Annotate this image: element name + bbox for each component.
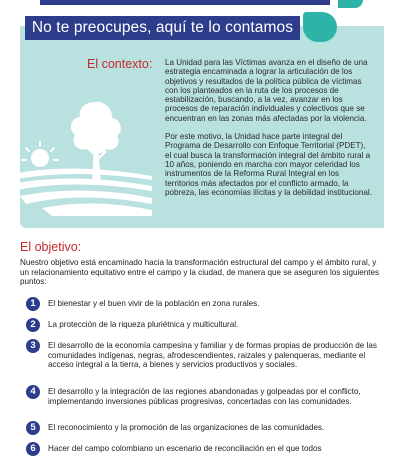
objective-intro: Nuestro objetivo está encaminado hacia la transformación estructural del campo y el ámbito rural, y un relacionamiento equitativo entre el campo y la ciudad, de manera que se aseguren los siguientes puntos: [20,258,380,287]
objective-title: El objetivo: [20,240,82,254]
list-item-text: Hacer del campo colombiano un escenario de reconciliación en el que todos [48,444,322,453]
field-illustration [12,96,152,216]
list-item-text: El reconocimiento y la promoción de las organizaciones de las comunidades. [48,423,325,432]
top-strip [40,0,330,5]
banner-title: No te preocupes, aquí te lo contamos [25,16,300,40]
context-paragraph: Por este motivo, la Unidad hace parte integral del Programa de Desarrollo con Enfoque Territorial (PDET), el cual busca la transformación integral del ámbito rural a 10 años, poniendo en marcha con mayor celeridad los instrumentos de la Reforma Rural Integral en los territorios más afectados por el conflicto armado, la pobreza, las economías ilícitas y la debilidad institucional. [165,132,372,197]
list-item-text: La protección de la riqueza pluriétnica y multicultural. [48,320,239,329]
context-text [165,58,373,206]
number-badge: 1 [26,297,40,311]
number-badge: 3 [26,339,40,353]
number-badge: 4 [26,385,40,399]
sun-icon [22,142,58,167]
number-badge: 6 [26,442,40,456]
field-rows-icon [12,168,152,216]
context-paragraph: La Unidad para las Víctimas avanza en el diseño de una estrategia encaminada a lograr la articulación de los objetivos y resultados de la política pública de víctimas con los planteados en la ruta de los procesos de estabilización, buscando, a la vez, avanzar en los procesos de reparación individuales y colectivos que se encuentran en las zonas más afectadas por la violencia. [165,58,368,123]
speech-bubble-icon [303,12,337,42]
number-badge: 2 [26,318,40,332]
context-label: El contexto: [87,57,153,71]
list-item-text: El bienestar y el buen vivir de la población en zona rurales. [48,299,260,308]
list-item-text: El desarrollo y la integración de las regiones abandonadas y golpeadas por el conflicto, implementando inversiones públicas progresivas, concertadas con las comunidades. [48,387,361,406]
number-badge: 5 [26,421,40,435]
list-item-text: El desarrollo de la economía campesina y familiar y de formas propias de producción de las comunidades indígenas, negras, afrodescendientes, raizales y palenqueras, mediante el acceso integral a la tierra, a bienes y servicios productivos y sociales. [48,341,377,370]
